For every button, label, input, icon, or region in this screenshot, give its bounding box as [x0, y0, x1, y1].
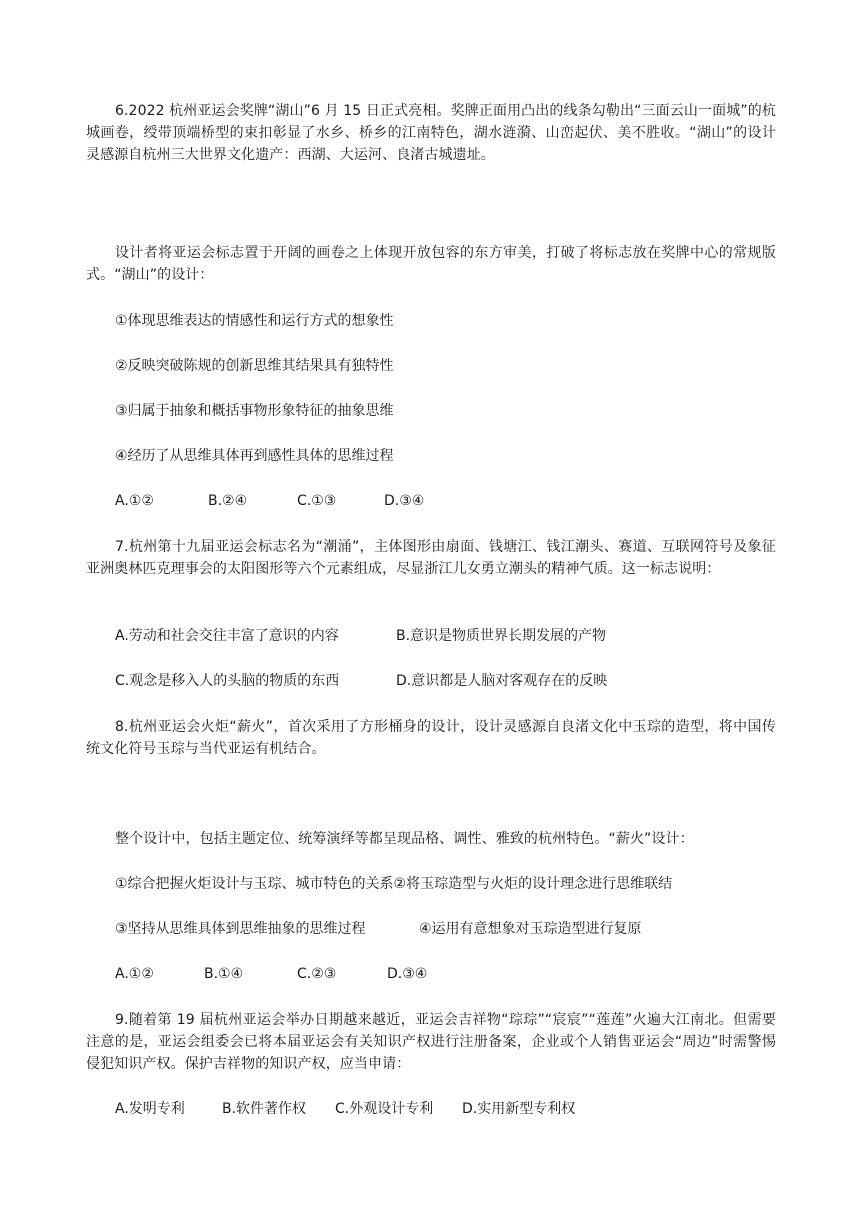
q8-option-d: D.③④ [387, 966, 428, 982]
q8-option-a: A.①② [115, 966, 154, 982]
q9-option-d: D.实用新型专利权 [462, 1101, 576, 1117]
q6-item-3: ③归属于抽象和概括事物形象特征的抽象思维 [115, 403, 394, 419]
q6-item-4: ④经历了从思维具体再到感性具体的思维过程 [115, 448, 394, 464]
q6-option-b: B.②④ [208, 493, 248, 509]
q9-option-c: C.外观设计专利 [335, 1101, 434, 1117]
q8-option-b: B.①④ [204, 966, 244, 982]
q9-option-a: A.发明专利 [115, 1101, 185, 1117]
q7-option-d: D.意识都是人脑对客观存在的反映 [396, 673, 608, 689]
q6-option-d: D.③④ [384, 493, 425, 509]
q7-stem: 7.杭州第十九届亚运会标志名为“潮涌”，主体图形由扇面、钱塘江、钱江潮头、赛道、互联网符号及象征亚洲奥林匹克理事会的太阳图形等六个元素组成，尽显浙江儿女勇立潮头的精神气质。这一标志说明： [86, 539, 776, 577]
q6-item-2: ②反映突破陈规的创新思维其结果具有独特性 [115, 358, 394, 374]
q6-stem: 6.2022 杭州亚运会奖牌“湖山”6 月 15 日正式亮相。奖牌正面用凸出的线条勾勒出“三面云山一面城”的杭城画卷，绶带顶端桥型的束扣彰显了水乡、桥乡的江南特色，湖水涟漪、山峦起伏、美不胜收。“湖山”的设计灵感源自杭州三大世界文化遗产：西湖、大运河、良渚古城遗址。 [86, 103, 776, 163]
q7-option-b: B.意识是物质世界长期发展的产物 [396, 628, 607, 644]
q7-options-row-2 [115, 670, 607, 692]
q9-options [115, 1098, 575, 1120]
q8-items-line-2 [115, 918, 642, 940]
q6-option-c: C.①③ [297, 493, 337, 509]
q8-item-3: ③坚持从思维具体到思维抽象的思维过程 [115, 921, 366, 937]
q8-items-line-1: ①综合把握火炬设计与玉琮、城市特色的关系②将玉琮造型与火炬的设计理念进行思维联结 [115, 876, 673, 892]
q9-stem: 9.随着第 19 届杭州亚运会举办日期越来越近，亚运会吉祥物“琮琮”“宸宸”“莲莲”火遍大江南北。但需要注意的是，亚运会组委会已将本届亚运会有关知识产权进行注册备案，企业或个人销售亚运会“周边”时需警惕侵犯知识产权。保护吉祥物的知识产权，应当申请： [86, 1012, 776, 1072]
q8-stem-continued: 整个设计中，包括主题定位、统筹演绎等都呈现品格、调性、雅致的杭州特色。“薪火”设计： [115, 831, 694, 847]
q8-option-c: C.②③ [297, 966, 337, 982]
q7-options-row-1 [115, 625, 606, 647]
q7-option-a: A.劳动和社会交往丰富了意识的内容 [115, 628, 339, 644]
q6-option-a: A.①② [115, 493, 154, 509]
q6-item-1: ①体现思维表达的情感性和运行方式的想象性 [115, 313, 394, 329]
q7-option-c: C.观念是移入人的头脑的物质的东西 [115, 673, 340, 689]
q8-options [115, 963, 427, 985]
q6-stem-continued: 设计者将亚运会标志置于开阔的画卷之上体现开放包容的东方审美，打破了将标志放在奖牌中心的常规版式。“湖山”的设计： [86, 245, 776, 283]
q8-stem: 8.杭州亚运会火炬“薪火”，首次采用了方形桶身的设计，设计灵感源自良渚文化中玉琮的造型，将中国传统文化符号玉琮与当代亚运有机结合。 [86, 719, 776, 757]
q8-item-4: ④运用有意想象对玉琮造型进行复原 [419, 921, 642, 937]
q6-options [115, 490, 424, 512]
q9-option-b: B.软件著作权 [222, 1101, 307, 1117]
